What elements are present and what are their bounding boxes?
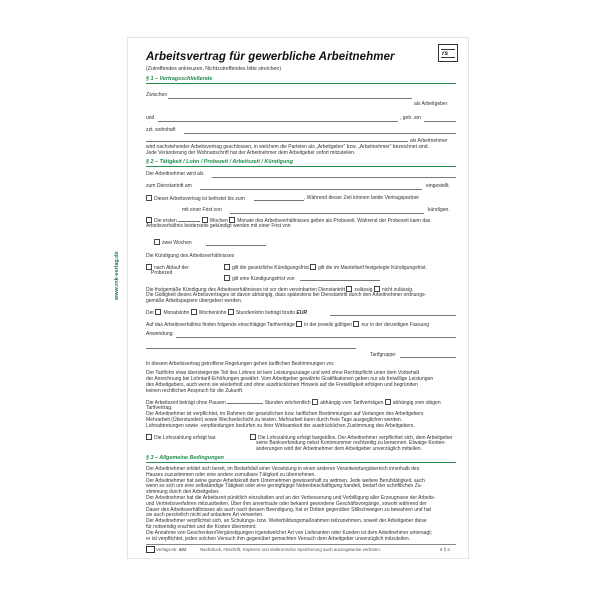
manteltarif-checkbox[interactable]: [310, 264, 316, 270]
tarifvertrag-label: Tarifvertrag.: [146, 405, 173, 411]
arbeitszeit-row: Die Arbeitszeit beträgt ohne Pausen Stunden wöchentlich abhängig vom Tarifverträgen abhängig vom obigen: [146, 400, 441, 406]
monatslohn-checkbox[interactable]: [155, 309, 161, 315]
ueber-line-1: Der Arbeitnehmer ist verpflichtet, im Rahmen der gesetzlichen bzw. tariflichen Bestimmungen auf Verlangen des Arbeitgebers: [146, 411, 424, 417]
section-3-line: Der Arbeitnehmer hat seine ganze Arbeitskraft dem Unternehmen gewissenhaft zu widmen. Jede weitere Berufstätigkeit, auch: [146, 477, 425, 484]
section-3-line: Dauer des Arbeitsverhältnisses als auch nach dessen Beendigung, hat er Dritten gegenüber Stillschweigen zu bewahren und hat: [146, 506, 431, 513]
start-date-field[interactable]: [200, 189, 422, 190]
tarifgruppe-field[interactable]: [400, 357, 456, 358]
gesetzliche-checkbox[interactable]: [224, 264, 230, 270]
zwei-wochen-field[interactable]: [206, 245, 266, 246]
nach-ablauf-row: nach Ablauf der: [146, 264, 189, 271]
section-3-line: er ist verpflichtet, jeden solchen Versuch ihm gegenüber gemachten Versuch dem Arbeitgeber unverzüglich mitzuteilen.: [146, 535, 411, 542]
fristlos-row: Die fristgemäße Kündigung des Arbeitsverhältnisses ist vor dem vereinbarten Dienstantritt zulässig nicht zulässig.: [146, 287, 414, 293]
birthdate-field[interactable]: [424, 121, 456, 122]
derzeitig-checkbox[interactable]: [353, 321, 359, 327]
bargeldlos-line-3: änderungen wird der Arbeitnehmer dem Arbeitgeber unverzüglich mitteilen.: [256, 446, 422, 452]
bargeldlos-row: Die Lohnzahlung erfolgt bargeldlos. Der Arbeitnehmer verpflichtet sich, dem Arbeitgeber: [250, 434, 453, 441]
zwischen-label: Zwischen: [146, 92, 168, 98]
anwendung-field-1[interactable]: [176, 337, 456, 338]
wohnhaft-label: zzt. wohnhaft: [146, 127, 176, 133]
fristlos-line-2: Die Gültigkeit dieses Arbeitsvertrages ist davon abhängig, dass spätestens bei Dienstantritt durch den Arbeitnehmer ordnungs-: [146, 292, 427, 298]
section-3-line: Der Arbeitnehmer hat die Arbeitszeit pünktlich einzuhalten und an der Verbesserung und Verbilligung aller Erzeugnisse der Arbeits-: [146, 495, 436, 501]
eigene-frist-field[interactable]: [300, 280, 380, 281]
address-field-2[interactable]: [146, 141, 408, 142]
section-3-line: wenn es sich um eine selbständige Tätigkeit oder eine geringfügige Nebenbeschäftigung handelt, bedarf der schriftlichen Zu-: [146, 483, 423, 490]
dienstantritt-label: zum Dienstantritt am: [146, 183, 192, 189]
para-line-1: Der Tariflohn etwa übersteigende Teil des Lohnes ist kein Leistungszulage und wird ohne Rechtspflicht unter dem Vorbehalt: [146, 370, 420, 376]
frist-von-label: mit einer Frist von: [182, 207, 222, 213]
probezeit-label: Probezeit: [151, 270, 173, 276]
gesetzliche-row: gilt die gesetzliche Kündigungsfrist.: [224, 264, 310, 271]
section-3-line: Der Arbeitnehmer erklärt sich bereit, im Bedarfsfall einer Versetzung in einen anderen Verantwortungsbereich innerhalb des: [146, 466, 420, 472]
probezeit-row: Die ersten Wochen Monate des Arbeitsverhältnisses gelten als Probezeit. Während der Probezeit kann das: [146, 217, 430, 224]
ueber-line-3: Lohnabtretungen sowie -verpfändungen bedürfen zu ihrer Wirksamkeit der ausdrücklichen Zustimmung des Arbeitgebers.: [146, 423, 415, 429]
ueber-line-2: Mehrarbeit (Überstunden) sowie Wechselschicht zu leisten. Mehrarbeit kann durch freie Tage ausgeglichen werden.: [146, 417, 403, 423]
tarif-note: In diesem Arbeitsvertrag getroffene Regelungen gehen tariflichen Bestimmungen vor.: [146, 361, 335, 367]
footer-copyright: Nachdruck, Abschrift, Kopieren und elektronische Speicherung auch auszugsweise verboten.: [200, 547, 381, 552]
fristlos-line-3: gemäße Arbeitspapiere übergeben werden.: [146, 298, 243, 304]
probezeit-note: Arbeitsverhältnis beiderseits gekündigt werden mit einer Frist von: [146, 223, 291, 229]
abhaengig-obigen-checkbox[interactable]: [385, 399, 391, 405]
als-arbeitnehmer-label: als Arbeitnehmer: [410, 138, 448, 144]
als-arbeitgeber-label: als Arbeitgeber: [414, 101, 448, 107]
anwendung-field-2[interactable]: [146, 348, 356, 349]
footer-verlag: Verlags-Nr. 502: [156, 547, 187, 552]
section-1-heading: § 1 – Vertragsschließende: [146, 76, 213, 82]
section-1-rule: [146, 83, 456, 84]
section-3-line: stimmung durch den Arbeitgeber.: [146, 489, 220, 496]
eigene-frist-checkbox[interactable]: [224, 275, 230, 281]
zwei-wochen-row: zwei Wochen: [154, 239, 192, 246]
bargeldlos-line-2: seine Bankverbindung nebst Kontonummer rechtzeitig zu benennen. Etwaige Konten-: [256, 440, 446, 446]
anwendung-label: Anwendung:: [146, 331, 174, 337]
tarif-row: Auf das Arbeitsverhältnis finden folgende einschlägige Tarifverträge in der jeweils gültigen nur in der derzeitigen Fassung: [146, 322, 430, 328]
section-3-heading: § 3 – Allgemeine Bedingungen: [146, 455, 224, 461]
section-3-rule: [146, 462, 456, 463]
document-subtitle: (Zutreffendes ankreuzen, Nichtzutreffendes bitte streichen): [146, 66, 282, 72]
geb-am-label: , geb. am: [400, 115, 421, 121]
section-1-note-2: Jede Veränderung der Wohnanschrift hat der Arbeitnehmer dem Arbeitgeber sofort mitzuteilen.: [146, 150, 356, 156]
section-3-line: Der Arbeitnehmer verpflichtet sich, an Schulungs- bzw. Weiterbildungsmaßnahmen teilzunehmen, soweit der Arbeitgeber diese: [146, 518, 427, 525]
stundenlohn-checkbox[interactable]: [228, 309, 234, 315]
footer-rule: [146, 544, 456, 545]
tarifgruppe-label: Tarifgruppe:: [370, 352, 397, 358]
section-2-rule: [146, 166, 456, 167]
section-1-note-1: wird nachstehender Arbeitsvertrag geschlossen, in welchem die Parteien als „Arbeitgeber“ bzw. „Arbeitnehmer“ bezeichnet sind.: [146, 144, 429, 150]
para-line-3: des Arbeitgebers, auch wenn sie wiederholt und ohne ausdrücklichen Hinweis auf die Freiwilligkeit erfolgen und begründen: [146, 382, 418, 388]
befristet-note: . Während dieser Zeit können beide Vertragspartner: [304, 195, 420, 201]
document-title: Arbeitsvertrag für gewerbliche Arbeitnehmer: [146, 51, 395, 63]
para-line-2: der Anrechnung bei Lohntarif-Erhöhungen gewährt. Vom Arbeitgeber gewährte Gratifikationen geben nur als freiwillige Leistungen: [146, 376, 434, 382]
employee-name-field[interactable]: [158, 121, 398, 122]
publisher-logo-icon: rs: [438, 44, 458, 62]
section-3-line: Die Annahme von Geschenken/Vergünstigungen irgendwelcher Art von Lieferanten oder Kunden ist dem Arbeitnehmer untersagt;: [146, 529, 433, 536]
job-title-field[interactable]: [212, 177, 456, 178]
frist-field[interactable]: [230, 213, 424, 214]
lohn-row: Der Monatslohn Wochenlohn Stundenlohn beträgt brutto EUR: [146, 310, 307, 316]
para-line-4: keinen rechtlichen Anspruch für die Zukunft.: [146, 388, 244, 394]
lohn-amount-field[interactable]: [330, 315, 456, 316]
section-3-line: und Vertriebsverfahren mitzuarbeiten. Über ihm anvertraute oder bekannt gewordene Geschäftsvorgänge, sowohl während der: [146, 500, 427, 507]
befristet-checkbox[interactable]: [146, 195, 152, 201]
kuendigung-label: Die Kündigung des Arbeitsverhältnisses: [146, 253, 235, 259]
in-geltung-checkbox[interactable]: [296, 321, 302, 327]
manteltarif-row: gilt die im Manteltarif festgelegte Kündigungsfrist.: [310, 264, 427, 271]
als-label: Der Arbeitnehmer wird als: [146, 171, 204, 177]
employer-name-field[interactable]: [168, 98, 412, 99]
eigene-row: gilt eine Kündigungsfrist von: [224, 275, 295, 282]
section-3-line: Hauses zuzustimmen oder eine andere zumutbare Tätigkeit zu übernehmen.: [146, 471, 316, 478]
abhaengig-checkbox[interactable]: [312, 399, 318, 405]
publisher-url: www.rnk-verlag.de: [114, 251, 120, 300]
footer-logo-icon: [146, 546, 155, 553]
kuendigen-label: kündigen.: [428, 207, 450, 213]
section-3-line: für notwendig erachtet und die Kosten übernimmt.: [146, 524, 257, 530]
section-3-line: sie auch persönlich nicht auf unlautere Art verwerten.: [146, 512, 264, 519]
footer-page: 6 § 5: [440, 547, 450, 552]
bar-checkbox[interactable]: [146, 434, 152, 440]
section-2-heading: § 2 – Tätigkeit / Lohn / Probezeit / Arbeitszeit / Kündigung: [146, 159, 293, 165]
und-label: und: [146, 115, 155, 121]
befristet-row: Dieser Arbeitsvertrag ist befristet bis zum: [146, 195, 245, 202]
zwei-wochen-checkbox[interactable]: [154, 239, 160, 245]
befristet-date-field[interactable]: [254, 200, 304, 201]
address-field-1[interactable]: [184, 133, 456, 134]
wochenlohn-checkbox[interactable]: [191, 309, 197, 315]
eingestellt-label: eingestellt.: [426, 183, 450, 189]
lohnzahlung-row: Die Lohnzahlung erfolgt bar.: [146, 434, 217, 441]
